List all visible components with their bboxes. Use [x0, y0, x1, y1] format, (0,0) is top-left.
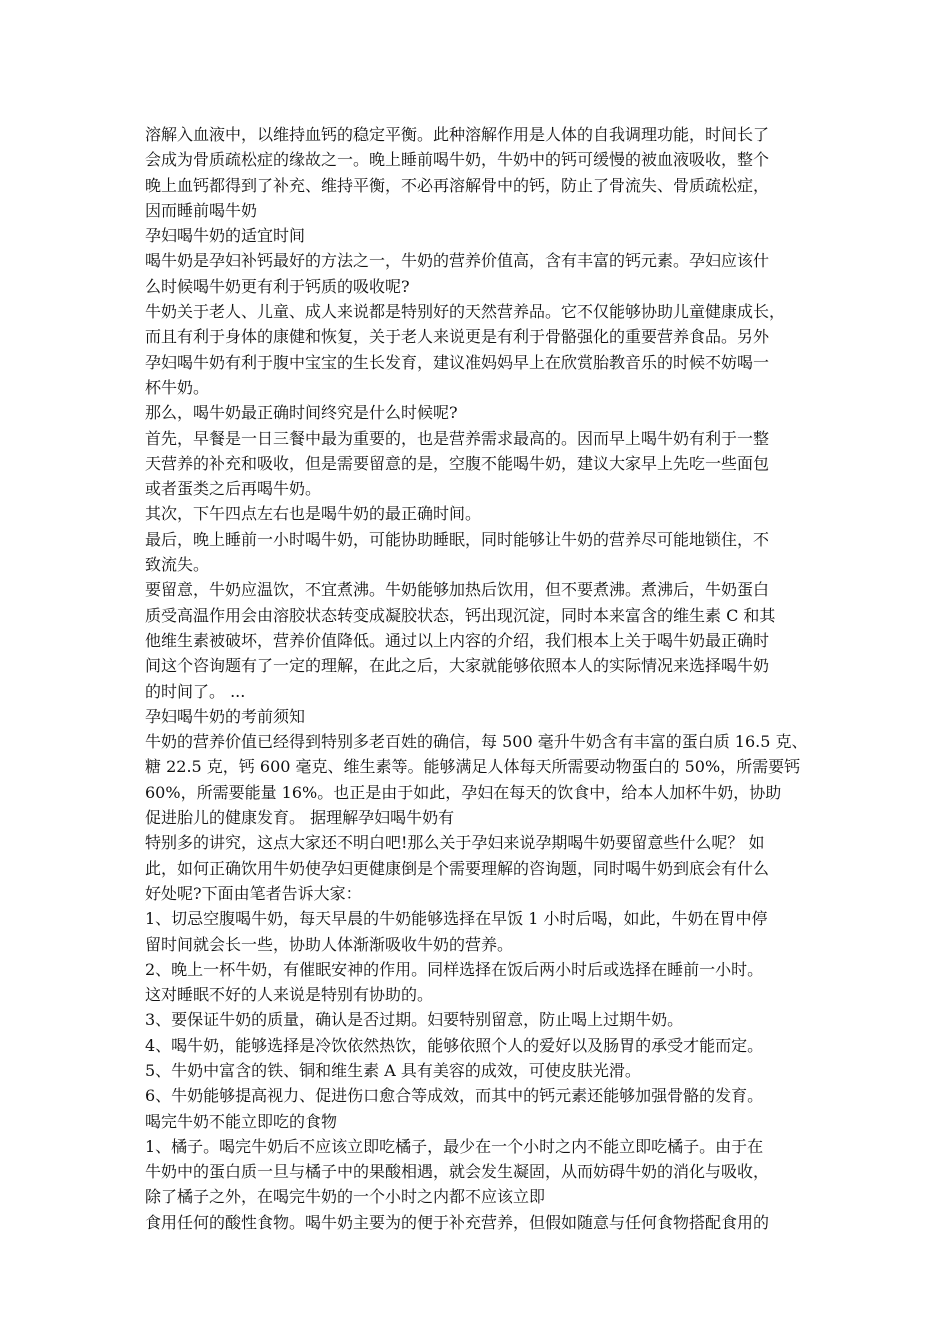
text-line: 4、喝牛奶，能够选择是冷饮依然热饮，能够依照个人的爱好以及肠胃的承受才能而定。 [145, 1035, 764, 1055]
text-line: 他维生素被破坏，营养价值降低。通过以上内容的介绍，我们根本上关于喝牛奶最正确时 [145, 630, 770, 650]
text-line: 60%，所需要能量 16%。也正是由于如此，孕妇在每天的饮食中，给本人加杯牛奶，协助 [145, 782, 782, 802]
text-line: 间这个咨询题有了一定的理解，在此之后，大家就能够依照本人的实际情况来选择喝牛奶 [145, 656, 770, 676]
text-line: 1、橘子。喝完牛奶后不应该立即吃橘子，最少在一个小时之内不能立即吃橘子。由于在 [145, 1136, 764, 1156]
text-line: 其次，下午四点左右也是喝牛奶的最正确时间。 [145, 504, 482, 524]
text-line: 这对睡眠不好的人来说是特别有协助的。 [145, 985, 434, 1005]
text-line: 那么，喝牛奶最正确时间终究是什么时候呢? [145, 403, 458, 423]
text-line: 1、切忌空腹喝牛奶，每天早晨的牛奶能够选择在早饭 1 小时后喝，如此，牛奶在胃中停 [145, 909, 768, 929]
text-line: 除了橘子之外，在喝完牛奶的一个小时之内都不应该立即 [145, 1187, 546, 1207]
text-line: 5、牛奶中富含的铁、铜和维生素 A 具有美容的成效，可使皮肤光滑。 [145, 1060, 641, 1080]
text-line: 致流失。 [145, 555, 210, 575]
text-line: 的时间了。 ... [145, 681, 246, 701]
text-line: 好处呢?下面由笔者告诉大家： [145, 883, 362, 903]
text-line: 首先，早餐是一日三餐中最为重要的，也是营养需求最高的。因而早上喝牛奶有利于一整 [145, 428, 770, 448]
text-line: 留时间就会长一些，协助人体渐渐吸收牛奶的营养。 [145, 934, 514, 954]
text-line: 而且有利于身体的康健和恢复，关于老人来说更是有利于骨骼强化的重要营养食品。另外 [145, 327, 770, 347]
text-line: 促进胎儿的健康发育。 据理解孕妇喝牛奶有 [145, 808, 455, 828]
text-line: 牛奶的营养价值已经得到特别多老百姓的确信，每 500 毫升牛奶含有丰富的蛋白质 16.5 克、 [145, 732, 808, 752]
text-line: 孕妇喝牛奶的适宜时间 [145, 226, 306, 246]
text-line: 6、牛奶能够提高视力、促进伤口愈合等成效，而其中的钙元素还能够加强骨骼的发育。 [145, 1086, 764, 1106]
text-line: 孕妇喝牛奶有利于腹中宝宝的生长发育，建议准妈妈早上在欣赏胎教音乐的时候不妨喝一 [145, 352, 770, 372]
text-line: 要留意，牛奶应温饮，不宜煮沸。牛奶能够加热后饮用，但不要煮沸。煮沸后，牛奶蛋白 [145, 580, 770, 600]
text-line: 因而睡前喝牛奶 [145, 200, 258, 220]
text-line: 喝完牛奶不能立即吃的食物 [145, 1111, 338, 1131]
text-line: 质受高温作用会由溶胶状态转变成凝胶状态，钙出现沉淀，同时本来富含的维生素 C 和其 [145, 605, 776, 625]
text-line: 杯牛奶。 [145, 377, 210, 397]
text-line: 最后，晚上睡前一小时喝牛奶，可能协助睡眠，同时能够让牛奶的营养尽可能地锁住，不 [145, 529, 770, 549]
text-line: 溶解入血液中，以维持血钙的稳定平衡。此种溶解作用是人体的自我调理功能，时间长了 [145, 125, 770, 144]
text-line: 牛奶中的蛋白质一旦与橘子中的果酸相遇，就会发生凝固，从而妨碍牛奶的消化与吸收， [145, 1162, 770, 1182]
text-line: 喝牛奶是孕妇补钙最好的方法之一，牛奶的营养价值高，含有丰富的钙元素。孕妇应该什 [145, 251, 770, 271]
document-body [145, 122, 813, 1235]
text-line: 特别多的讲究，这点大家还不明白吧!那么关于孕妇来说孕期喝牛奶要留意些什么呢？ 如 [145, 833, 765, 853]
text-line: 或者蛋类之后再喝牛奶。 [145, 479, 322, 499]
text-line: 会成为骨质疏松症的缘故之一。晚上睡前喝牛奶，牛奶中的钙可缓慢的被血液吸收，整个 [145, 150, 770, 170]
text-line: 2、晚上一杯牛奶，有催眠安神的作用。同样选择在饭后两小时后或选择在睡前一小时。 [145, 959, 764, 979]
text-line: 食用任何的酸性食物。喝牛奶主要为的便于补充营养，但假如随意与任何食物搭配食用的 [145, 1212, 770, 1232]
text-line: 么时候喝牛奶更有利于钙质的吸收呢? [145, 276, 410, 296]
text-line: 3、要保证牛奶的质量，确认是否过期。妇要特别留意，防止喝上过期牛奶。 [145, 1010, 684, 1030]
text-line: 牛奶关于老人、儿童、成人来说都是特别好的天然营养品。它不仅能够协助儿童健康成长， [145, 302, 786, 322]
text-line: 孕妇喝牛奶的考前须知 [145, 706, 306, 726]
text-line: 晚上血钙都得到了补充、维持平衡，不必再溶解骨中的钙，防止了骨流失、骨质疏松症， [145, 175, 770, 195]
text-line: 糖 22.5 克，钙 600 毫克、维生素等。能够满足人体每天所需要动物蛋白的 50%，所需要钙 [145, 757, 801, 777]
text-line: 天营养的补充和吸收，但是需要留意的是，空腹不能喝牛奶，建议大家早上先吃一些面包 [145, 453, 770, 473]
text-line: 此，如何正确饮用牛奶使孕妇更健康倒是个需要理解的咨询题，同时喝牛奶到底会有什么 [145, 858, 770, 878]
